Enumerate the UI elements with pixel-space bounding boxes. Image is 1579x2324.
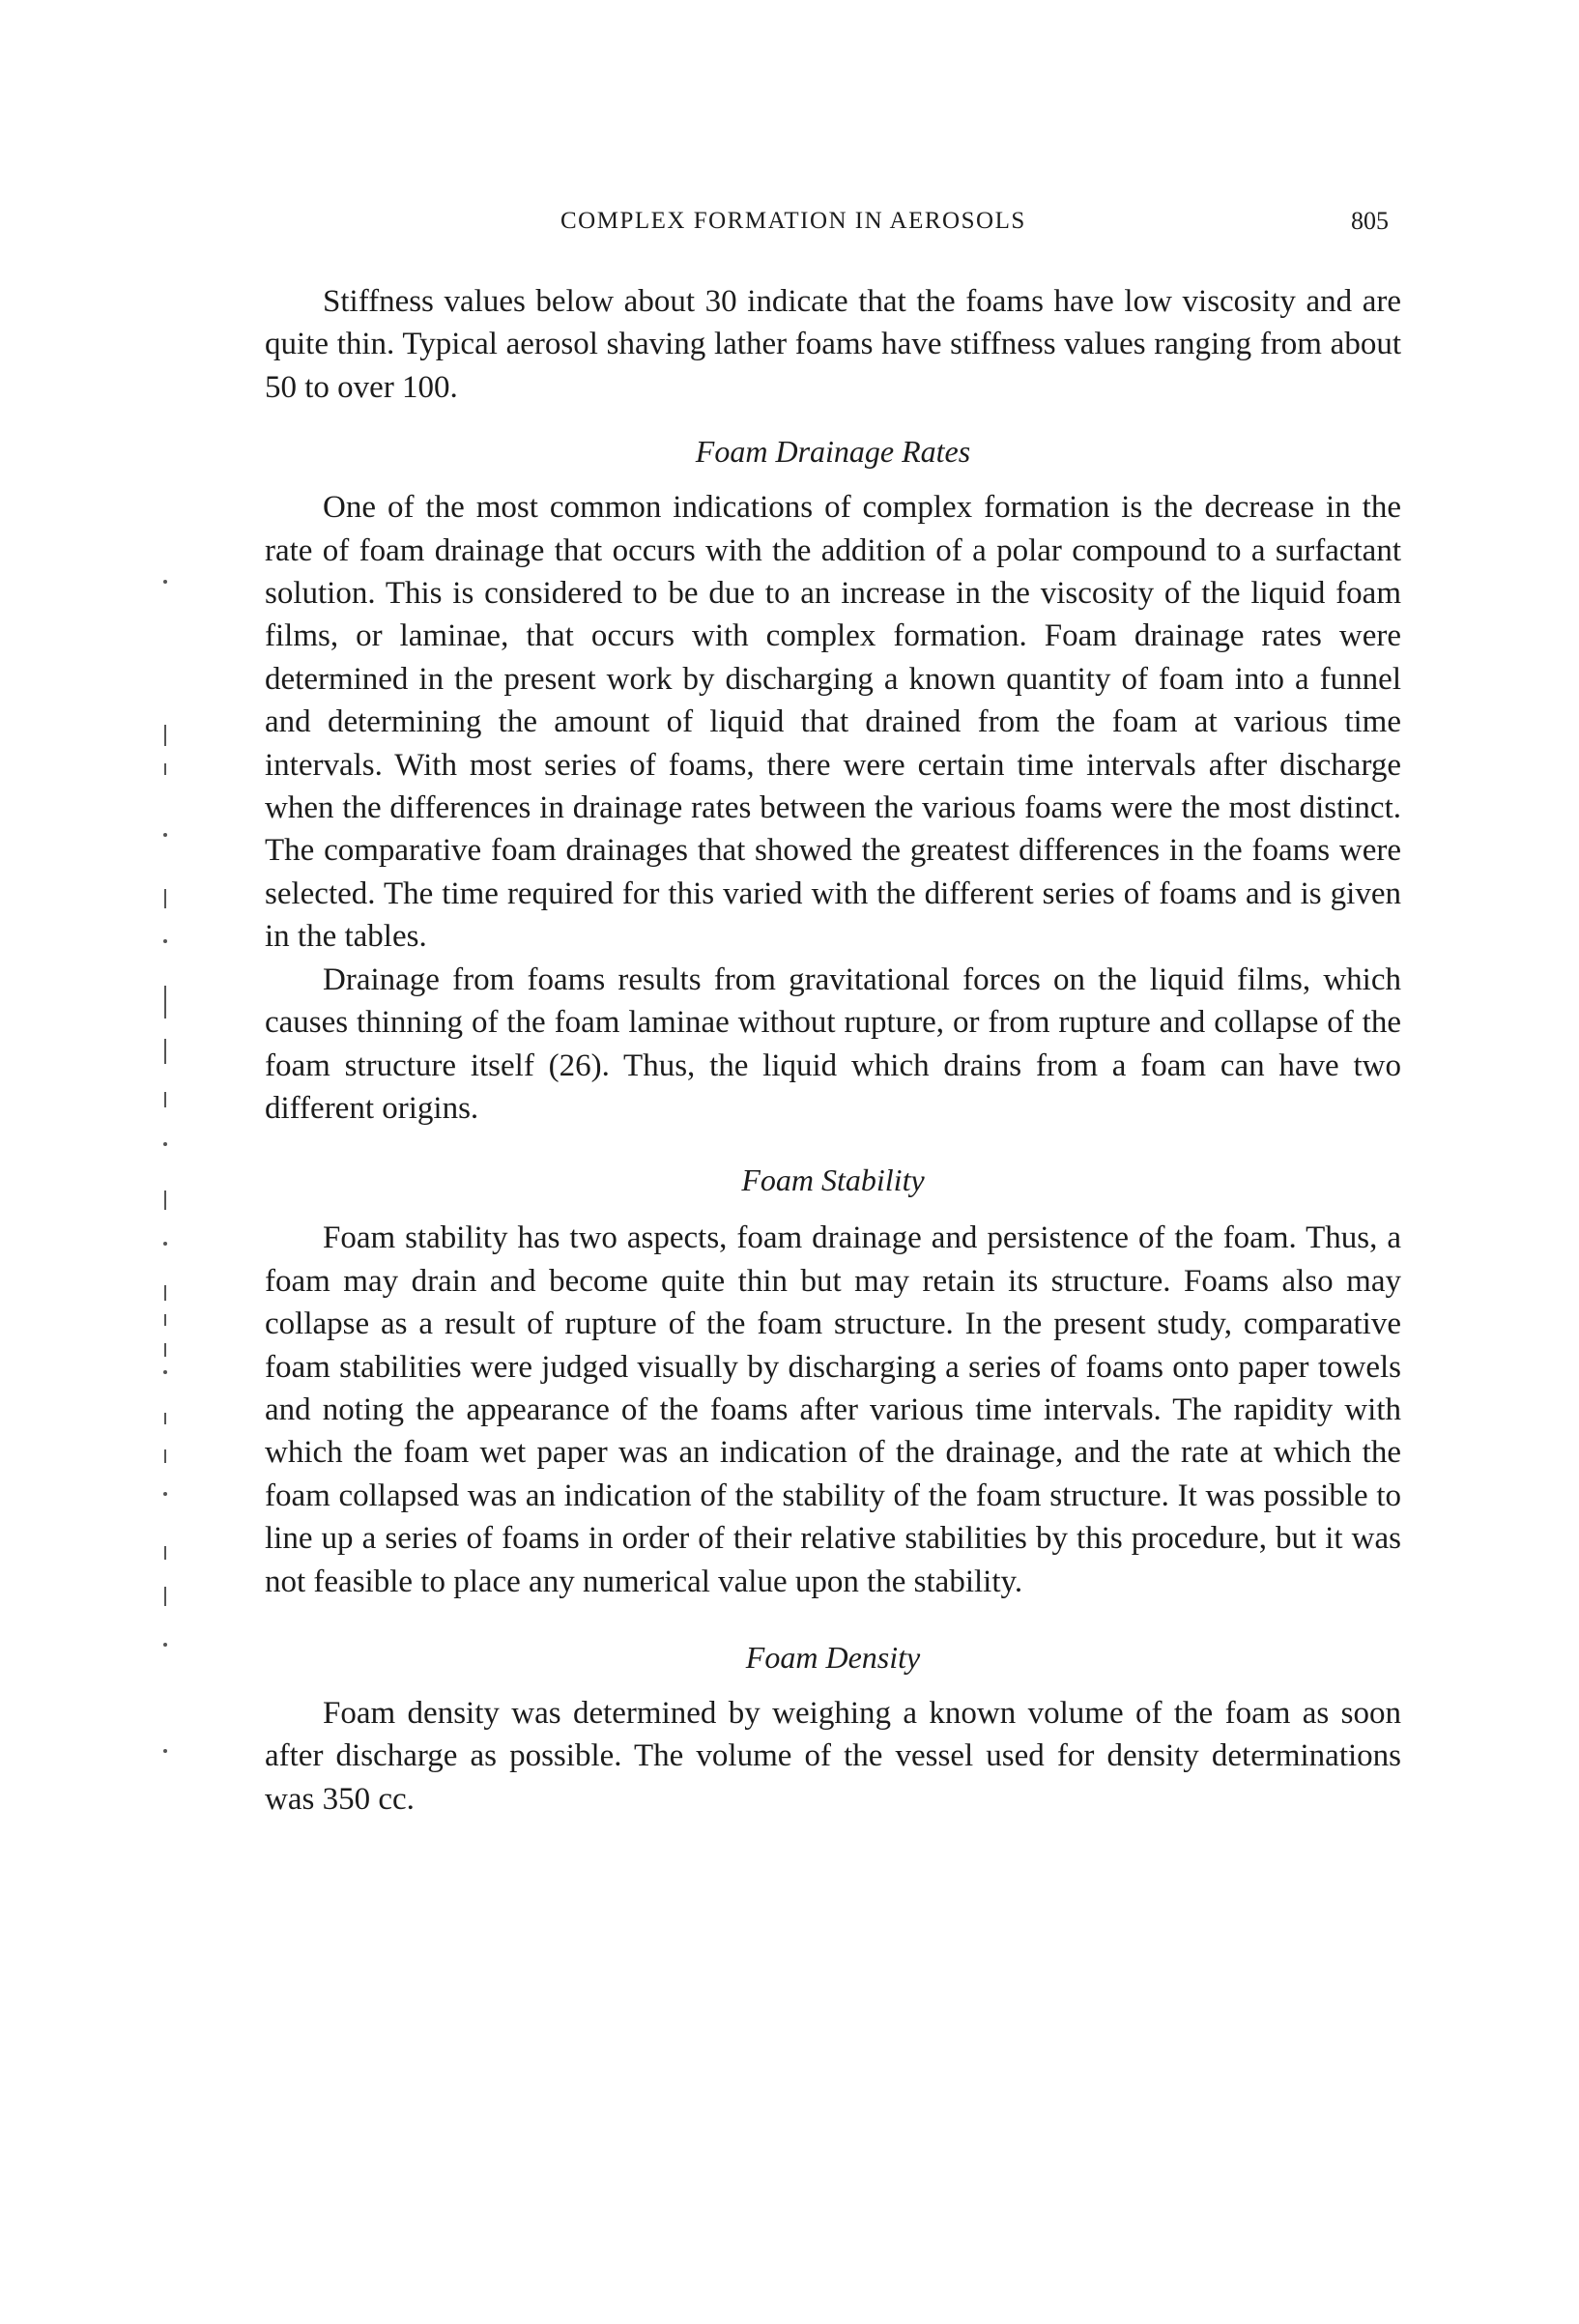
heading-foam-density: Foam Density	[745, 1639, 921, 1675]
margin-mark	[164, 1587, 166, 1606]
margin-mark	[164, 1092, 166, 1107]
margin-mark	[164, 1191, 166, 1210]
margin-mark	[164, 1314, 166, 1326]
page-number: 805	[1351, 207, 1389, 235]
margin-mark	[164, 725, 166, 746]
margin-mark	[164, 986, 166, 1019]
margin-mark	[164, 1343, 166, 1357]
paragraph-drainage-2: Drainage from foams results from gravitational forces on the liquid films, which causes thinning of the foam laminae without rupture, or from rupture and collapse of the foam structure itself (26). Thus, the liquid which drains from a foam can have two different origins.	[265, 961, 1401, 1126]
margin-dot	[163, 1749, 167, 1753]
heading-foam-stability: Foam Stability	[741, 1162, 925, 1198]
margin-dot	[163, 833, 167, 837]
paragraph-stability: Foam stability has two aspects, foam drainage and persistence of the foam. Thus, a foam may drain and become quite thin but may retain its structure. Foams also may collapse as a result of rupture of the foam structure. In the present study, comparative foam stabilities were judged visually by discharging a series of foams onto paper towels and noting the appearance of the foams after various time intervals. The rapidity with which the foam wet paper was an indication of the drainage, and the rate at which the foam collapsed was an indication of the stability of the foam structure. It was possible to line up a series of foams in order of their relative stabilities by this procedure, but it was not feasible to place any numerical value upon the stability.	[265, 1220, 1401, 1599]
margin-dot	[163, 580, 167, 584]
article-body	[265, 280, 1401, 1821]
margin-mark	[164, 1546, 166, 1560]
margin-mark	[164, 1413, 166, 1424]
running-title: COMPLEX FORMATION IN AEROSOLS	[560, 208, 1026, 234]
margin-mark	[164, 1039, 166, 1064]
paragraph-density: Foam density was determined by weighing a known volume of the foam as soon after discharge as possible. The volume of the vessel used for density determinations was 350 cc.	[265, 1695, 1401, 1817]
margin-dot	[163, 1142, 167, 1146]
margin-dot	[163, 939, 167, 943]
heading-foam-drainage-rates: Foam Drainage Rates	[695, 434, 971, 470]
margin-mark	[164, 1285, 166, 1301]
margin-scan-marks	[155, 580, 184, 1788]
margin-dot	[163, 1643, 167, 1647]
margin-dot	[163, 1242, 167, 1246]
margin-mark	[164, 1449, 166, 1463]
margin-dot	[163, 1492, 167, 1496]
paragraph-stiffness: Stiffness values below about 30 indicate that the foams have low viscosity and are quite thin. Typical aerosol shaving lather foams have stiffness values ranging from about 50 to over 100.	[265, 284, 1401, 405]
margin-mark	[164, 763, 166, 775]
paragraph-drainage-1: One of the most common indications of complex formation is the decrease in the rate of foam drainage that occurs with the addition of a polar compound to a surfactant solution. This is considered to be due to an increase in the viscosity of the liquid foam films, or laminae, that occurs with complex formation. Foam drainage rates were determined in the present work by discharging a known quantity of foam into a funnel and determining the amount of liquid that drained from the foam at various time intervals. With most series of foams, there were certain time intervals after discharge when the differences in drainage rates between the various foams were the most distinct. The comparative foam drainages that showed the greatest differences in the foams were selected. The time required for this varied with the different series of foams and is given in the tables.	[265, 490, 1401, 955]
margin-dot	[163, 1370, 167, 1374]
margin-mark	[164, 889, 166, 908]
